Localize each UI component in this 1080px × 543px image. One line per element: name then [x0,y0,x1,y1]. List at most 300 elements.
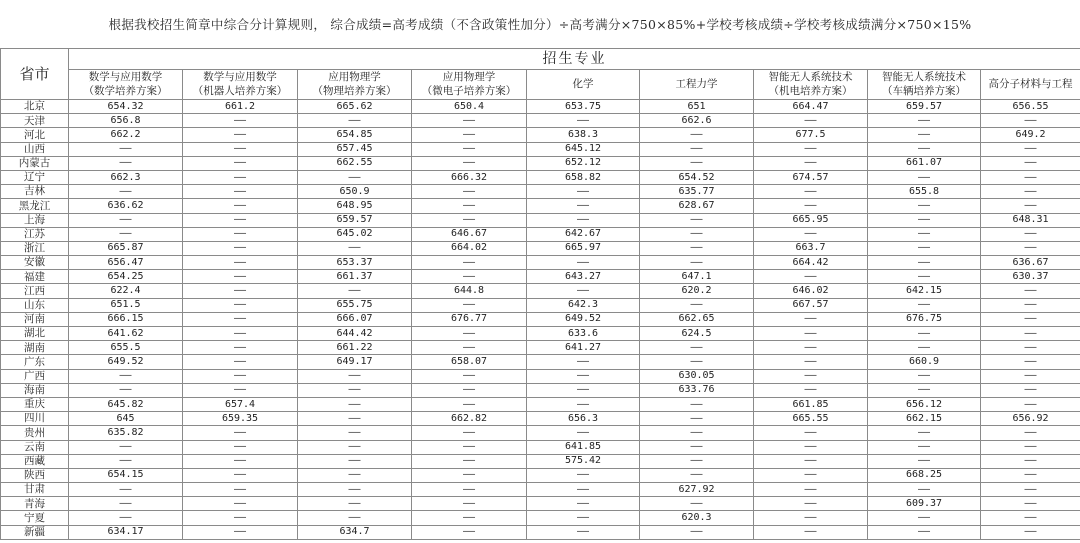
score-cell: 660.9 [868,355,981,369]
score-cell: —— [298,483,412,497]
score-cell: —— [754,369,868,383]
score-cell: —— [183,383,298,397]
score-cell: 653.75 [527,100,640,114]
score-cell: —— [412,114,527,128]
table-row [1,256,1080,270]
score-cell: —— [69,156,183,170]
table-row [1,128,1080,142]
score-cell: —— [754,270,868,284]
score-cell: —— [981,468,1080,482]
score-cell: —— [981,185,1080,199]
score-cell: —— [183,114,298,128]
score-cell: —— [527,383,640,397]
score-cell: 645 [69,412,183,426]
score-cell: —— [298,241,412,255]
province-cell: 广西 [1,369,69,383]
score-cell: —— [183,369,298,383]
score-cell: —— [981,327,1080,341]
score-cell: 659.35 [183,412,298,426]
table-row [1,170,1080,184]
score-cell: 665.87 [69,241,183,255]
score-cell: —— [412,199,527,213]
score-cell: —— [183,426,298,440]
score-cell: —— [754,355,868,369]
score-cell: 661.85 [754,397,868,411]
province-cell: 浙江 [1,241,69,255]
score-cell: —— [527,114,640,128]
score-cell: —— [640,213,754,227]
score-cell: —— [298,468,412,482]
score-cell: 658.07 [412,355,527,369]
major-header: 数学与应用数学 （机器人培养方案） [183,70,298,100]
table-row [1,440,1080,454]
score-cell: —— [298,284,412,298]
score-cell: 656.3 [527,412,640,426]
score-cell: 646.67 [412,227,527,241]
score-cell: 653.37 [298,256,412,270]
score-cell: 662.65 [640,312,754,326]
score-cell: —— [981,284,1080,298]
table-row [1,525,1080,539]
province-cell: 海南 [1,383,69,397]
score-cell: —— [527,397,640,411]
score-cell: —— [868,341,981,355]
score-cell: 658.82 [527,170,640,184]
score-cell: —— [69,213,183,227]
score-cell: —— [981,312,1080,326]
score-cell: —— [412,327,527,341]
score-cell: —— [412,256,527,270]
score-cell: —— [527,355,640,369]
table-row [1,100,1080,114]
score-cell: 655.8 [868,185,981,199]
score-cell: —— [412,397,527,411]
score-cell: —— [981,170,1080,184]
admission-score-table [0,48,1080,540]
score-cell: —— [640,341,754,355]
score-cell: —— [183,312,298,326]
score-cell: —— [868,256,981,270]
score-cell: 656.8 [69,114,183,128]
score-cell: —— [868,511,981,525]
score-cell: 676.77 [412,312,527,326]
score-cell: —— [527,497,640,511]
score-cell: —— [69,185,183,199]
score-cell: —— [981,355,1080,369]
score-cell: —— [527,426,640,440]
score-cell: —— [868,525,981,539]
score-cell: —— [183,185,298,199]
score-cell: 654.25 [69,270,183,284]
score-cell: —— [868,327,981,341]
score-cell: 641.85 [527,440,640,454]
score-cell: —— [981,114,1080,128]
score-cell: 609.37 [868,497,981,511]
score-cell: 633.6 [527,327,640,341]
score-cell: —— [981,497,1080,511]
score-cell: —— [183,156,298,170]
score-cell: 661.2 [183,100,298,114]
score-cell: —— [183,327,298,341]
score-cell: 635.82 [69,426,183,440]
score-cell: —— [868,440,981,454]
score-cell: —— [640,468,754,482]
score-cell: —— [640,525,754,539]
score-cell: —— [981,483,1080,497]
score-cell: —— [412,525,527,539]
score-cell: —— [981,298,1080,312]
score-cell: —— [640,142,754,156]
province-cell: 宁夏 [1,511,69,525]
score-cell: —— [754,156,868,170]
score-cell: —— [868,142,981,156]
score-cell: —— [69,227,183,241]
score-cell: —— [298,383,412,397]
score-cell: —— [183,525,298,539]
score-cell: —— [754,383,868,397]
major-header: 应用物理学 （物理培养方案） [298,70,412,100]
score-cell: —— [754,525,868,539]
score-cell: 636.67 [981,256,1080,270]
table-row [1,397,1080,411]
score-cell: —— [981,426,1080,440]
score-cell: 662.15 [868,412,981,426]
score-cell: 659.57 [298,213,412,227]
score-cell: 649.52 [69,355,183,369]
score-cell: —— [412,341,527,355]
score-cell: —— [527,185,640,199]
score-cell: —— [640,397,754,411]
table-row [1,383,1080,397]
province-column-header: 省市 [1,49,69,100]
score-cell: —— [527,483,640,497]
score-cell: 649.52 [527,312,640,326]
score-cell: —— [412,440,527,454]
score-cell: —— [412,156,527,170]
score-cell: 630.37 [981,270,1080,284]
score-cell: 641.27 [527,341,640,355]
score-cell: 662.6 [640,114,754,128]
score-cell: 645.12 [527,142,640,156]
score-cell: 620.2 [640,284,754,298]
score-cell: —— [183,199,298,213]
province-cell: 贵州 [1,426,69,440]
table-row [1,114,1080,128]
score-cell: —— [183,270,298,284]
score-cell: —— [868,199,981,213]
score-cell: 635.77 [640,185,754,199]
score-cell: —— [183,454,298,468]
province-cell: 山西 [1,142,69,156]
major-header: 智能无人系统技术 （机电培养方案） [754,70,868,100]
score-cell: 657.45 [298,142,412,156]
province-cell: 吉林 [1,185,69,199]
score-cell: —— [183,440,298,454]
score-cell: 661.22 [298,341,412,355]
score-cell: —— [754,312,868,326]
score-cell: —— [527,284,640,298]
score-cell: 655.5 [69,341,183,355]
major-header: 数学与应用数学 （数学培养方案） [69,70,183,100]
score-cell: 645.02 [298,227,412,241]
score-cell: —— [868,483,981,497]
score-cell: 656.92 [981,412,1080,426]
majors-group-header: 招生专业 [69,49,1080,70]
score-cell: 642.15 [868,284,981,298]
table-row [1,142,1080,156]
score-cell: 654.85 [298,128,412,142]
score-cell: 666.15 [69,312,183,326]
table-row [1,312,1080,326]
score-cell: —— [183,256,298,270]
table-row [1,355,1080,369]
major-header: 高分子材料与工程 [981,70,1080,100]
score-cell: —— [183,511,298,525]
score-cell: —— [640,454,754,468]
score-cell: —— [69,483,183,497]
score-cell: —— [298,426,412,440]
score-cell: —— [69,383,183,397]
table-row [1,270,1080,284]
score-cell: —— [640,355,754,369]
score-cell: —— [868,270,981,284]
province-cell: 河南 [1,312,69,326]
score-cell: —— [868,298,981,312]
table-row [1,454,1080,468]
table-row [1,468,1080,482]
score-cell: —— [981,199,1080,213]
score-cell: 662.2 [69,128,183,142]
score-cell: —— [298,454,412,468]
score-cell: 643.27 [527,270,640,284]
score-cell: 654.15 [69,468,183,482]
score-cell: —— [69,440,183,454]
score-cell: —— [412,426,527,440]
score-cell: —— [412,383,527,397]
score-cell: 662.55 [298,156,412,170]
score-cell: 674.57 [754,170,868,184]
score-cell: 634.17 [69,525,183,539]
score-cell: —— [412,468,527,482]
score-cell: —— [981,156,1080,170]
score-cell: 650.9 [298,185,412,199]
score-cell: 641.62 [69,327,183,341]
score-cell: —— [183,241,298,255]
major-header: 智能无人系统技术 （车辆培养方案） [868,70,981,100]
score-cell: —— [298,497,412,511]
score-cell: —— [754,142,868,156]
table-row [1,327,1080,341]
score-cell: —— [868,170,981,184]
province-cell: 江西 [1,284,69,298]
score-cell: —— [981,383,1080,397]
score-cell: —— [183,213,298,227]
score-cell: —— [640,241,754,255]
score-cell: 654.32 [69,100,183,114]
province-cell: 福建 [1,270,69,284]
score-cell: —— [527,199,640,213]
score-cell: —— [412,213,527,227]
score-cell: 652.12 [527,156,640,170]
province-cell: 黑龙江 [1,199,69,213]
score-cell: —— [298,397,412,411]
table-row [1,369,1080,383]
score-cell: —— [981,525,1080,539]
score-cell: —— [183,170,298,184]
score-cell: 648.31 [981,213,1080,227]
score-cell: 575.42 [527,454,640,468]
province-cell: 山东 [1,298,69,312]
score-cell: 649.2 [981,128,1080,142]
score-cell: —— [868,241,981,255]
table-row [1,483,1080,497]
score-cell: —— [754,454,868,468]
score-cell: —— [868,128,981,142]
province-cell: 四川 [1,412,69,426]
score-cell: 651 [640,100,754,114]
score-cell: 664.42 [754,256,868,270]
score-cell: —— [412,497,527,511]
score-cell: —— [868,213,981,227]
score-cell: 644.42 [298,327,412,341]
score-cell: —— [412,511,527,525]
province-cell: 陕西 [1,468,69,482]
score-cell: 667.57 [754,298,868,312]
score-cell: —— [412,142,527,156]
score-cell: —— [412,369,527,383]
score-cell: —— [754,468,868,482]
score-cell: 627.92 [640,483,754,497]
score-cell: 666.07 [298,312,412,326]
score-cell: —— [69,497,183,511]
score-cell: —— [183,128,298,142]
score-cell: 662.82 [412,412,527,426]
score-cell: 642.67 [527,227,640,241]
score-cell: —— [868,227,981,241]
table-row [1,185,1080,199]
score-cell: 650.4 [412,100,527,114]
score-cell: 642.3 [527,298,640,312]
score-cell: —— [981,241,1080,255]
table-row [1,199,1080,213]
score-cell: —— [981,142,1080,156]
province-cell: 湖南 [1,341,69,355]
score-cell: 665.55 [754,412,868,426]
score-cell: —— [183,227,298,241]
major-header: 工程力学 [640,70,754,100]
score-cell: 656.47 [69,256,183,270]
table-row [1,284,1080,298]
province-cell: 新疆 [1,525,69,539]
score-cell: 659.57 [868,100,981,114]
score-cell: —— [412,185,527,199]
score-cell: 636.62 [69,199,183,213]
score-cell: —— [412,270,527,284]
score-cell: —— [754,185,868,199]
score-cell: —— [298,114,412,128]
score-cell: —— [412,454,527,468]
score-cell: —— [183,468,298,482]
score-cell: —— [640,156,754,170]
score-cell: —— [640,128,754,142]
score-cell: 646.02 [754,284,868,298]
province-cell: 云南 [1,440,69,454]
score-cell: —— [69,369,183,383]
score-cell: 620.3 [640,511,754,525]
score-cell: —— [527,525,640,539]
score-cell: —— [981,440,1080,454]
score-cell: —— [298,170,412,184]
score-cell: —— [527,256,640,270]
score-cell: 665.97 [527,241,640,255]
score-cell: 649.17 [298,355,412,369]
score-cell: —— [527,213,640,227]
score-cell: —— [183,298,298,312]
province-cell: 天津 [1,114,69,128]
score-cell: —— [298,412,412,426]
table-row [1,241,1080,255]
score-cell: —— [640,412,754,426]
score-cell: 628.67 [640,199,754,213]
province-cell: 上海 [1,213,69,227]
score-cell: —— [183,341,298,355]
score-cell: 677.5 [754,128,868,142]
table-row [1,156,1080,170]
score-cell: —— [754,199,868,213]
score-cell: 633.76 [640,383,754,397]
score-cell: 661.07 [868,156,981,170]
table-row [1,511,1080,525]
score-cell: —— [754,511,868,525]
score-cell: —— [183,483,298,497]
major-header: 化学 [527,70,640,100]
score-cell: —— [640,227,754,241]
score-cell: —— [868,383,981,397]
score-cell: 657.4 [183,397,298,411]
province-cell: 甘肃 [1,483,69,497]
score-cell: 664.47 [754,100,868,114]
score-cell: —— [981,397,1080,411]
score-cell: —— [754,440,868,454]
province-cell: 北京 [1,100,69,114]
scoring-rule-note: 根据我校招生简章中综合分计算规则， 综合成绩=高考成绩（不含政策性加分）÷高考满分×750×85%+学校考核成绩÷学校考核成绩满分×750×15% [108,17,972,32]
score-cell: —— [981,369,1080,383]
score-cell: —— [640,298,754,312]
score-cell: —— [298,440,412,454]
score-cell: —— [183,497,298,511]
score-cell: 647.1 [640,270,754,284]
score-cell: 638.3 [527,128,640,142]
score-cell: —— [754,497,868,511]
score-cell: 668.25 [868,468,981,482]
score-cell: 661.37 [298,270,412,284]
score-cell: —— [183,142,298,156]
score-cell: 665.62 [298,100,412,114]
province-cell: 青海 [1,497,69,511]
score-cell: —— [640,440,754,454]
score-cell: —— [754,227,868,241]
province-cell: 安徽 [1,256,69,270]
score-cell: 630.05 [640,369,754,383]
province-cell: 河北 [1,128,69,142]
province-cell: 广东 [1,355,69,369]
table-row [1,213,1080,227]
province-cell: 西藏 [1,454,69,468]
score-cell: —— [69,454,183,468]
province-cell: 内蒙古 [1,156,69,170]
score-cell: —— [298,511,412,525]
score-cell: 634.7 [298,525,412,539]
